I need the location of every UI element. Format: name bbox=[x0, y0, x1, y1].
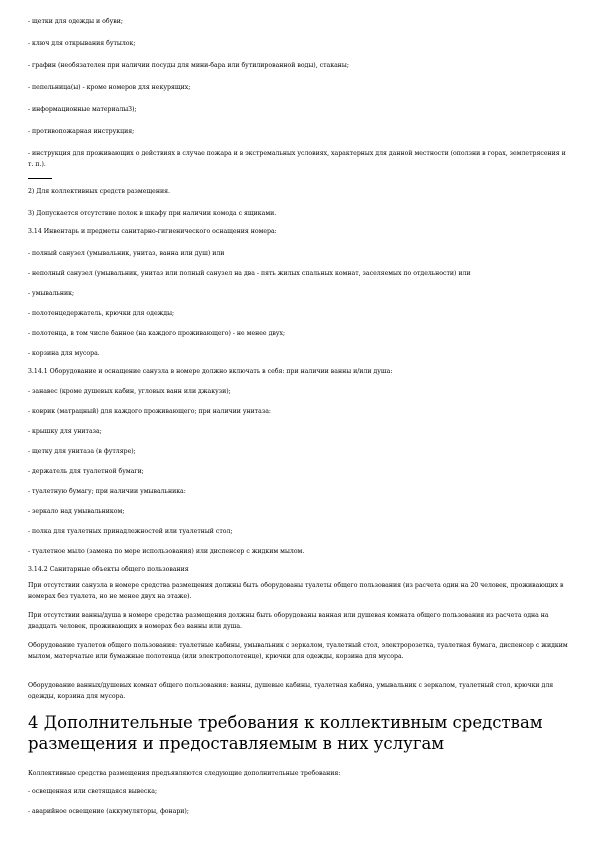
text-line: - туалетную бумагу; при наличии умывальника: bbox=[28, 488, 186, 495]
text-line: - умывальник; bbox=[28, 290, 75, 297]
text-line: - зеркало над умывальником; bbox=[28, 508, 125, 515]
text-line: - занавес (кроме душевых кабин, угловых ванн или джакузи); bbox=[28, 388, 231, 395]
text-line: - освещенная или светящаяся вывеска; bbox=[28, 788, 158, 795]
section-heading-small: 3.14.2 Санитарные объекты общего пользования bbox=[28, 566, 189, 573]
footnote-line: 2) Для коллективных средств размещения. bbox=[28, 188, 170, 195]
text-line: - полотенцедержатель, крючки для одежды; bbox=[28, 310, 175, 317]
text-line: - полка для туалетных принадлежностей или туалетный стол; bbox=[28, 528, 233, 535]
text-line: - щетки для одежды и обуви; bbox=[28, 18, 123, 25]
text-line: - корзина для мусора. bbox=[28, 350, 100, 357]
paragraph: Оборудование туалетов общего пользования: туалетные кабины, умывальник с зеркалом, туалетный стол, электророзетка, туалетная бумага, диспенсер с жидким мылом, матерчатые или бумажные полотенца (или электрополотенце), крючки для одежды, корзина для мусора. bbox=[28, 642, 568, 660]
text-line: - аварийное освещение (аккумуляторы, фонари); bbox=[28, 808, 189, 815]
text-line: - крышку для унитаза; bbox=[28, 428, 102, 435]
section-heading-small: 3.14 Инвентарь и предметы санитарно-гигиенического оснащения номера: bbox=[28, 228, 277, 235]
text-line: - коврик (матрацный) для каждого проживающего; при наличии унитаза: bbox=[28, 408, 272, 415]
text-line: - щетку для унитаза (в футляре); bbox=[28, 448, 136, 455]
text-line: - графин (необязателен при наличии посуды для мини-бара или бутилированной воды), стаканы; bbox=[28, 62, 349, 69]
text-line: - держатель для туалетной бумаги; bbox=[28, 468, 144, 475]
text-line: - пепельница(ы) - кроме номеров для некурящих; bbox=[28, 84, 191, 91]
footnote-line: 3) Допускается отсутствие полок в шкафу при наличии комода с ящиками. bbox=[28, 210, 277, 217]
paragraph: При отсутствии санузла в номере средства размещения должны быть оборудованы туалеты общего пользования (из расчета один на 20 человек, проживающих в номерах без туалета, но не менее двух на этаже). bbox=[28, 582, 564, 600]
text-line: - неполный санузел (умывальник, унитаз или полный санузел на два - пять жилых спальных комнат, заселяемых по отдельности) или bbox=[28, 270, 471, 277]
footnote-rule bbox=[28, 178, 52, 179]
paragraph: При отсутствии ванны/душа в номере средства размещения должны быть оборудованы ванная или душевая комната общего пользования из расчета одна на двадцать человек, проживающих в номерах без ванны или душа. bbox=[28, 612, 549, 630]
section-heading-small: 3.14.1 Оборудование и оснащение санузла в номере должно включать в себя: при наличии ванны и/или душа: bbox=[28, 368, 393, 375]
text-line: - противопожарная инструкция; bbox=[28, 128, 135, 135]
text-line: - туалетное мыло (замена по мере использования) или диспенсер с жидким мылом. bbox=[28, 548, 305, 555]
paragraph: Оборудование ванных/душевых комнат общего пользования: ванны, душевые кабины, туалетная кабина, умывальник с зеркалом, туалетный стол, крючки для одежды, корзина для мусора. bbox=[28, 682, 554, 700]
text-line: - полотенца, в том числе банное (на каждого проживающего) - не менее двух; bbox=[28, 330, 286, 337]
section-heading: 4 Дополнительные требования к коллективным средствам размещения и предоставляемым в них услугам bbox=[28, 713, 543, 753]
text-line: Коллективные средства размещения предъявляются следующие дополнительные требования: bbox=[28, 770, 341, 777]
text-line: - полный санузел (умывальник, унитаз, ванна или душ) или bbox=[28, 250, 225, 257]
text-line: - инструкция для проживающих о действиях в случае пожара и в экстремальных условиях, характерных для данной местности (оползни в горах, землетрясения и т. п.). bbox=[28, 150, 566, 168]
text-line: - ключ для открывания бутылок; bbox=[28, 40, 136, 47]
text-line: - информационные материалы3); bbox=[28, 106, 137, 113]
